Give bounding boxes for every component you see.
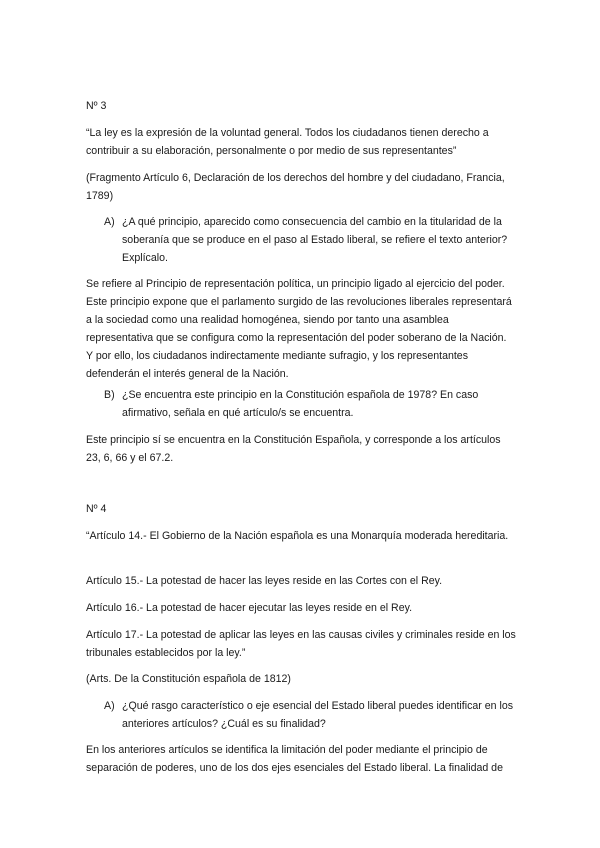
section-4-question-a	[104, 697, 516, 733]
section-4-source: (Arts. De la Constitución española de 1812)	[86, 673, 291, 685]
question-b-marker: B)	[104, 389, 115, 401]
section-3-quote: “La ley es la expresión de la voluntad general. Todos los ciudadanos tienen derecho a contribuir a su elaboración, personalmente o por medio de sus representantes”	[86, 127, 489, 157]
question-a-marker: A)	[104, 700, 115, 712]
section-3-answer-b: Este principio sí se encuentra en la Constitución Española, y corresponde a los artículos 23, 6, 66 y el 67.2.	[86, 434, 501, 464]
question-a-text: ¿Qué rasgo característico o eje esencial del Estado liberal puedes identificar en los anteriores artículos? ¿Cuál es su finalidad?	[122, 700, 514, 730]
question-b-text: ¿Se encuentra este principio en la Constitución española de 1978? En caso afirmativo, señala en qué artículo/s se encuentra.	[122, 389, 479, 419]
section-3-source: (Fragmento Artículo 6, Declaración de los derechos del hombre y del ciudadano, Francia, 1789)	[86, 172, 505, 202]
question-a-marker: A)	[104, 216, 115, 228]
section-3-heading: Nº 3	[86, 100, 107, 112]
section-3-answer-a: Se refiere al Principio de representación política, un principio ligado al ejercicio del poder. Este principio expone que el parlamento surgido de las revoluciones liberales representará a la sociedad como una realidad homogénea, siendo por tanto una asamblea representativa que se configura como la representación del poder soberano de la Nación. Y por ello, los ciudadanos indirectamente mediante sufragio, y los representantes defenderán el interés general de la Nación.	[86, 278, 512, 380]
section-4-heading: Nº 4	[86, 503, 107, 515]
section-4-article-17: Artículo 17.- La potestad de aplicar las leyes en las causas civiles y criminales reside en los tribunales establecidos por la ley.”	[86, 629, 516, 659]
section-4-answer-a: En los anteriores artículos se identifica la limitación del poder mediante el principio de separación de poderes, uno de los dos ejes esenciales del Estado liberal. La finalidad de	[86, 744, 503, 774]
section-4-article-14: “Artículo 14.- El Gobierno de la Nación española es una Monarquía moderada hereditaria.	[86, 530, 509, 542]
section-4-article-16: Artículo 16.- La potestad de hacer ejecutar las leyes reside en el Rey.	[86, 602, 413, 614]
section-3-question-a	[104, 213, 516, 267]
question-a-text: ¿A qué principio, aparecido como consecuencia del cambio en la titularidad de la soberanía que se produce en el paso al Estado liberal, se refiere el texto anterior? Explícalo.	[122, 216, 508, 264]
section-4-article-15: Artículo 15.- La potestad de hacer las leyes reside en las Cortes con el Rey.	[86, 575, 443, 587]
section-3-question-b	[104, 386, 516, 422]
